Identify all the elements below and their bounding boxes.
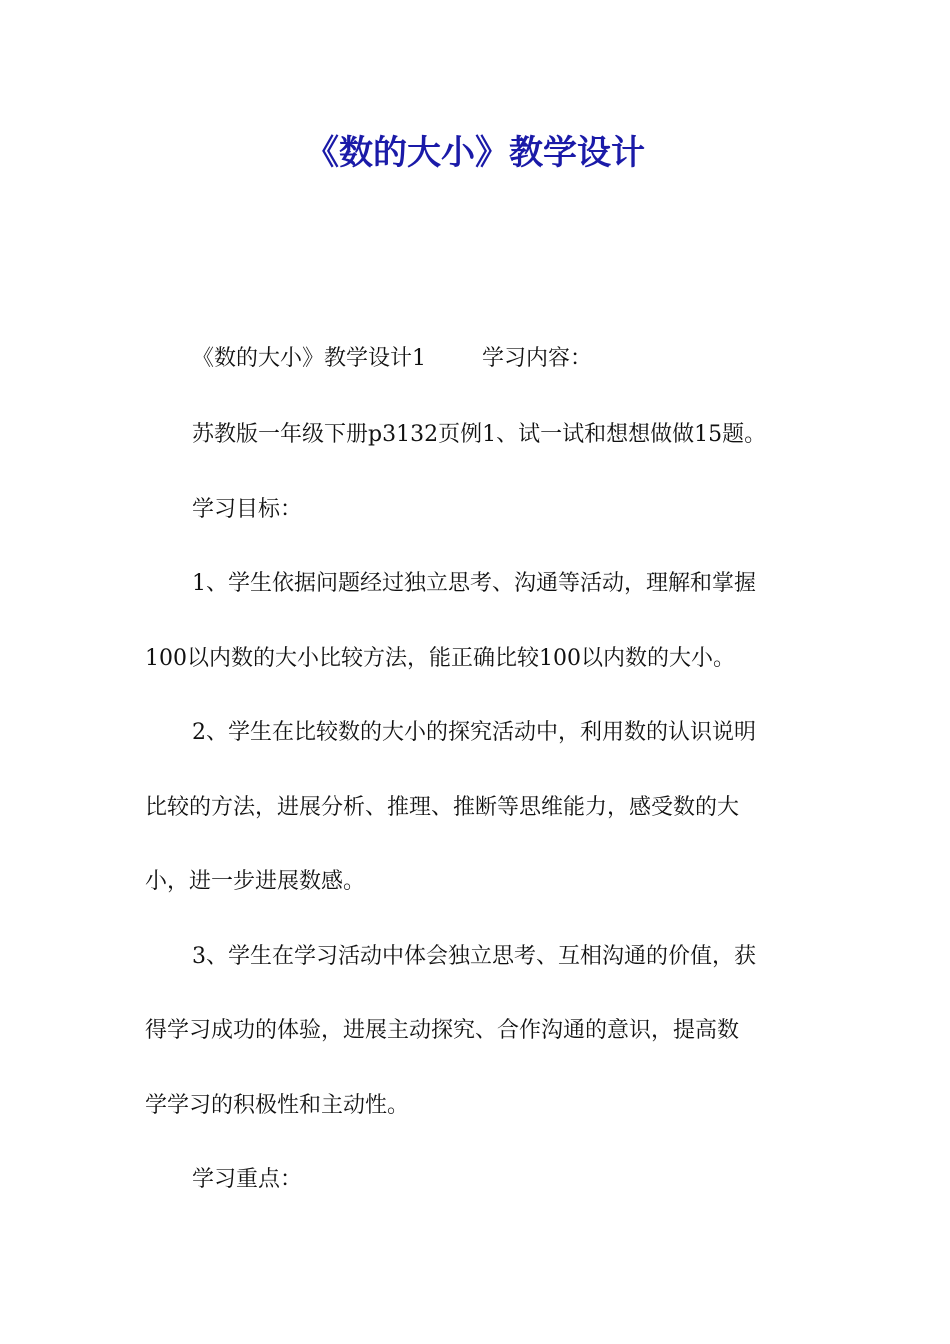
- document-title: 《数的大小》教学设计: [305, 133, 645, 173]
- paragraph-line: 得学习成功的体验，进展主动探究、合作沟通的意识，提高数: [145, 1018, 740, 1043]
- heading-section-label: 学习内容：: [482, 346, 593, 371]
- paragraph-line: 小，进一步进展数感。: [145, 869, 366, 894]
- paragraph-line: 比较的方法，进展分析、推理、推断等思维能力，感受数的大: [145, 795, 740, 820]
- paragraph-line: 1、学生依据问题经过独立思考、沟通等活动，理解和掌握: [192, 571, 756, 596]
- section-heading-goals: 学习目标：: [192, 497, 303, 522]
- paragraph-line: 3、学生在学习活动中体会独立思考、互相沟通的价值，获: [192, 944, 756, 969]
- paragraph-line: 苏教版一年级下册p3132页例1、试一试和想想做做15题。: [192, 422, 767, 447]
- paragraph-line: 100以内数的大小比较方法，能正确比较100以内数的大小。: [145, 646, 735, 671]
- paragraph-line: 学学习的积极性和主动性。: [145, 1093, 410, 1118]
- paragraph-line: 2、学生在比较数的大小的探究活动中，利用数的认识说明: [192, 720, 756, 745]
- heading-subtitle: 《数的大小》教学设计1: [192, 346, 426, 371]
- document-heading: [192, 344, 592, 374]
- section-heading-key-points: 学习重点：: [192, 1167, 303, 1192]
